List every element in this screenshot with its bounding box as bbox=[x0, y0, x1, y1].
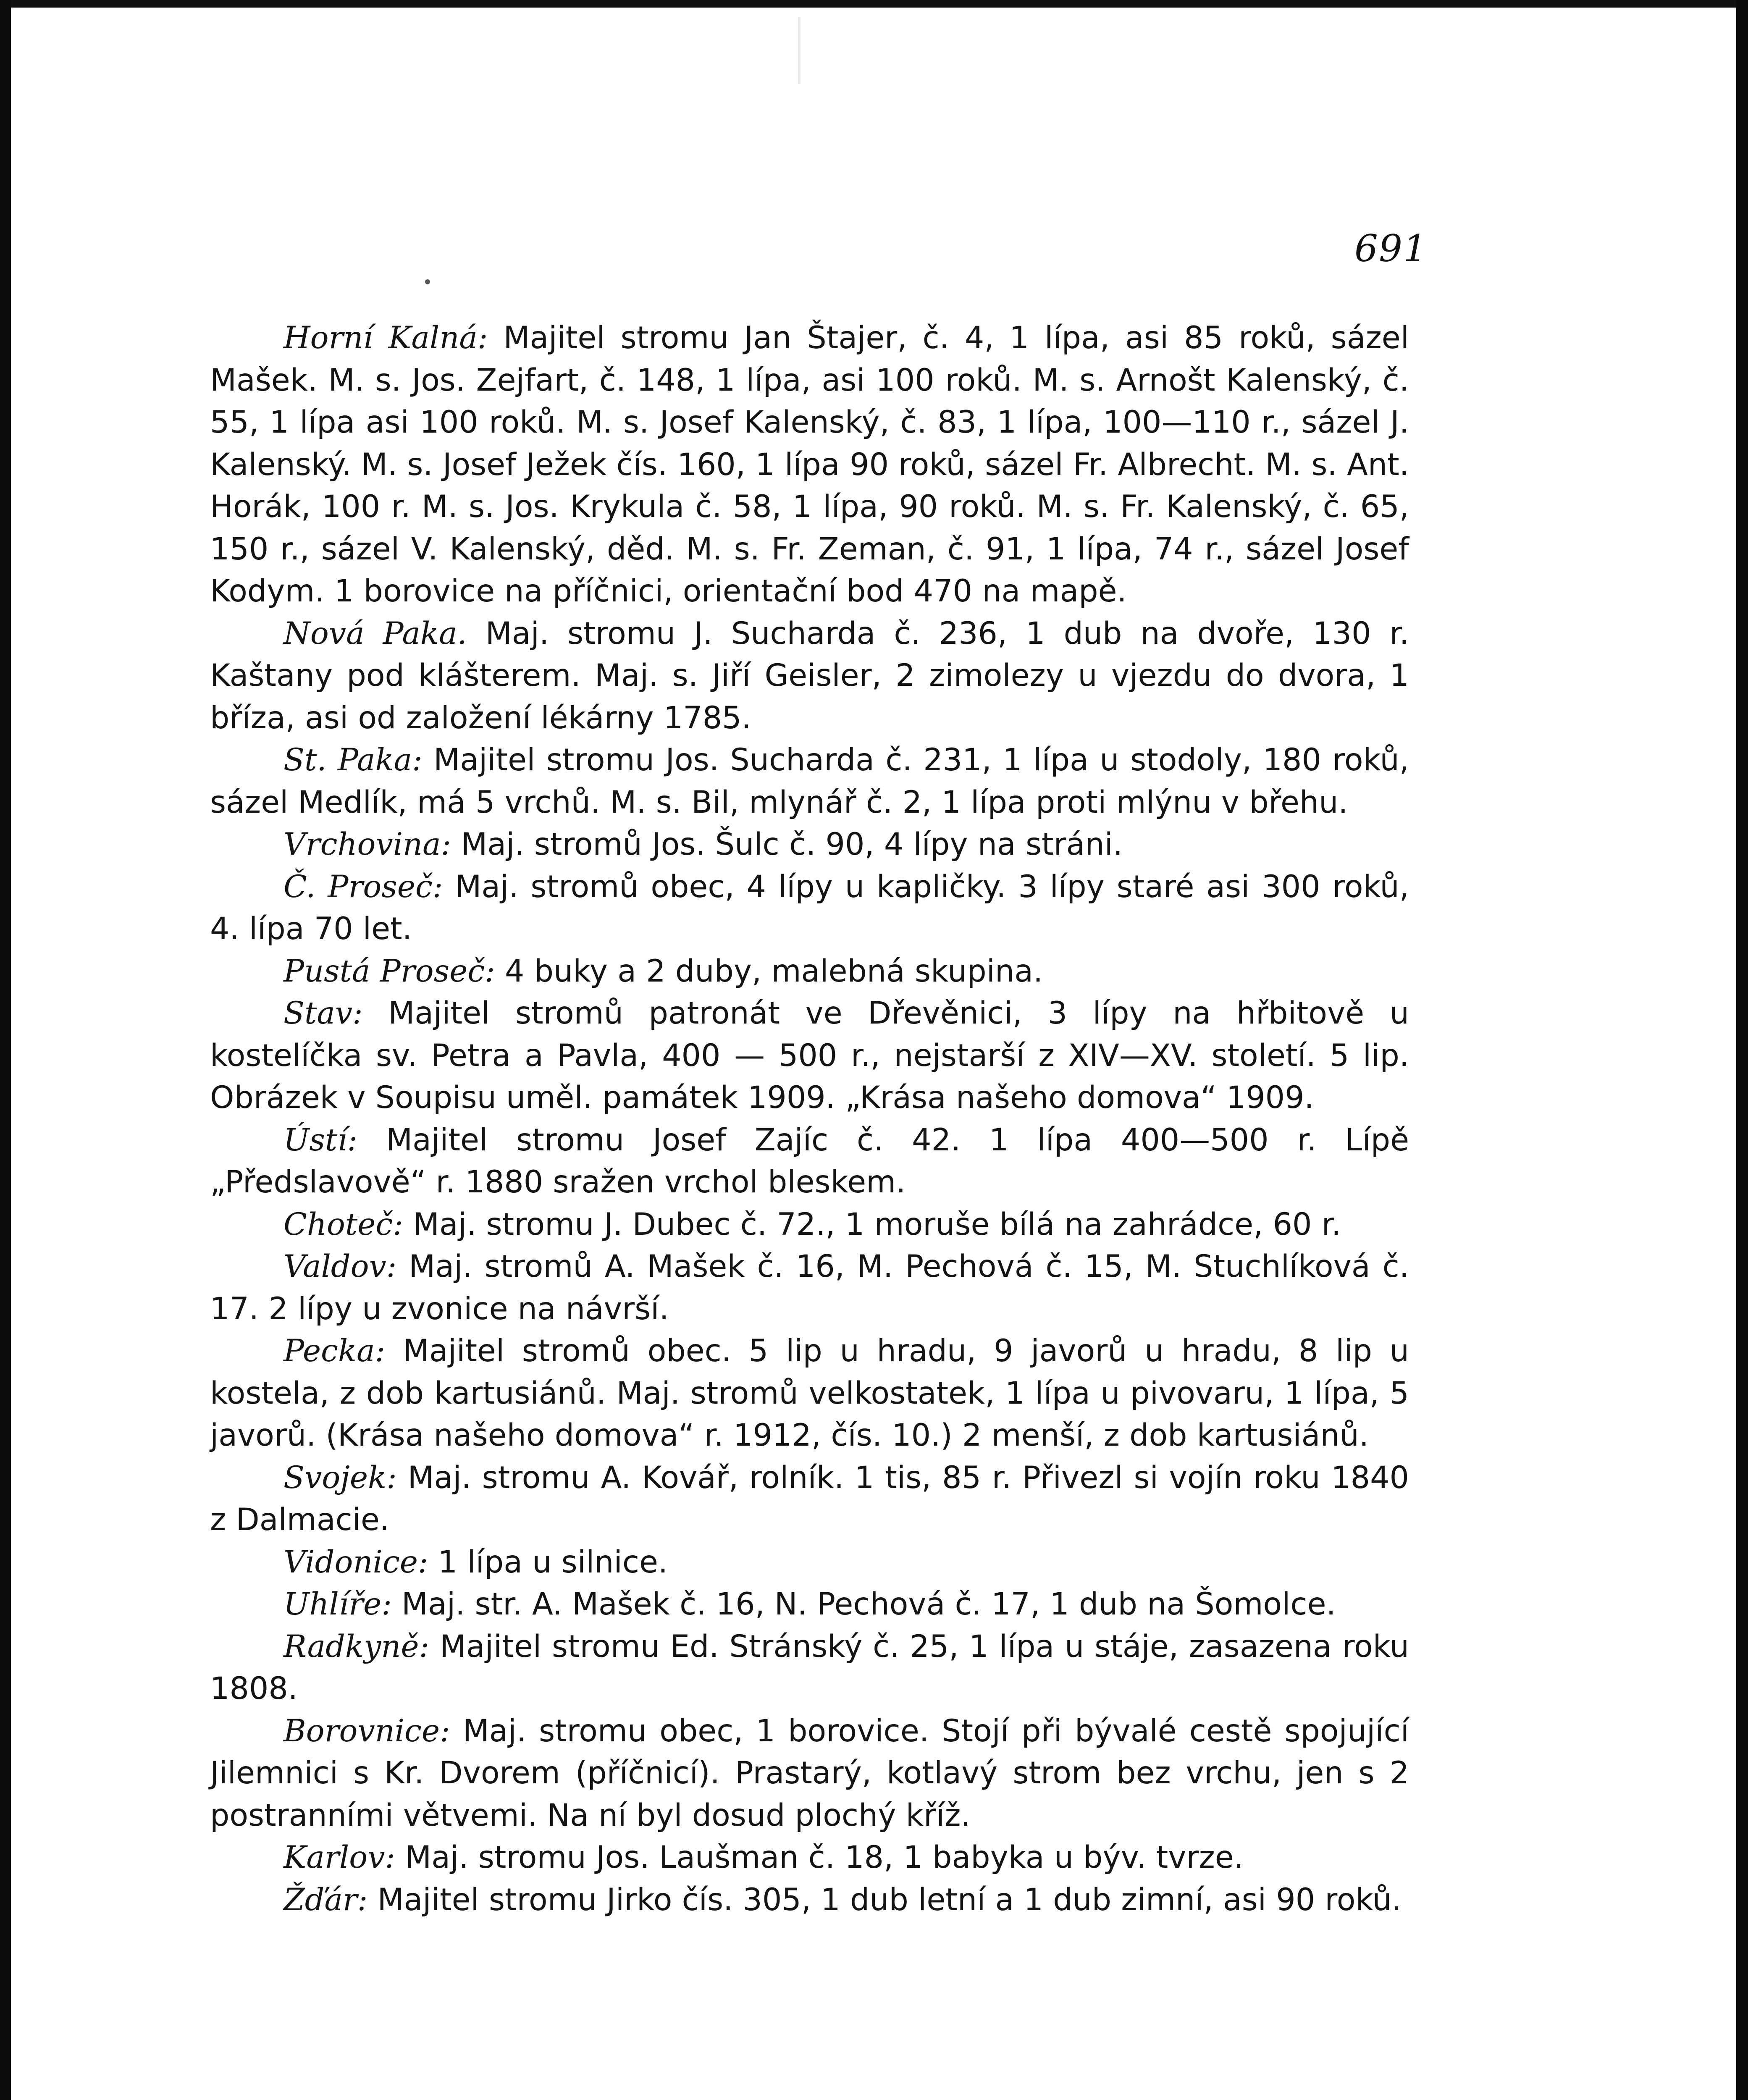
entry-chotec bbox=[210, 1204, 1409, 1246]
entry-c-prosec bbox=[210, 866, 1409, 950]
place-name: Svojek: bbox=[283, 1460, 397, 1496]
paper-crease bbox=[798, 17, 801, 84]
page-body bbox=[210, 317, 1409, 1921]
entry-uhlire bbox=[210, 1583, 1409, 1626]
place-name: Nová Paka. bbox=[283, 615, 467, 651]
place-name: Choteč: bbox=[283, 1206, 403, 1242]
entry-vidonice bbox=[210, 1541, 1409, 1584]
place-name: Č. Proseč: bbox=[283, 869, 443, 905]
entry-text: Majitel stromu Ed. Stránský č. 25, 1 lípa u stáje, zasazena roku 1808. bbox=[210, 1628, 1409, 1706]
place-name: Karlov: bbox=[283, 1840, 396, 1875]
entry-text: Maj. stromu obec, 1 borovice. Stojí při bývalé cestě spojující Jilemnici s Kr. Dvorem (příčnicí). Prastarý, kotlavý strom bez vrchu, jen s 2 postranními větvemi. Na ní byl dosud plochý kříž. bbox=[210, 1713, 1409, 1833]
entry-st-paka bbox=[210, 739, 1409, 824]
entry-text: Majitel stromu Jirko čís. 305, 1 dub letní a 1 dub zimní, asi 90 roků. bbox=[367, 1882, 1402, 1918]
scan-border-top bbox=[0, 0, 1748, 8]
entry-text: Majitel stromu Jos. Sucharda č. 231, 1 lípa u stodoly, 180 roků, sázel Medlík, má 5 vrchů. M. s. Bil, mlynář č. 2, 1 lípa proti mlýnu v břehu. bbox=[210, 742, 1409, 820]
entry-stav bbox=[210, 992, 1409, 1119]
place-name: Borovnice: bbox=[283, 1713, 450, 1749]
scan-border-left bbox=[0, 0, 11, 2100]
entry-borovnice bbox=[210, 1710, 1409, 1837]
entry-vrchovina bbox=[210, 824, 1409, 866]
entry-text: Majitel stromu Josef Zajíc č. 42. 1 lípa 400—500 r. Lípě „Předslavově“ r. 1880 sražen vrchol bleskem. bbox=[210, 1122, 1409, 1200]
entry-text: Majitel stromů obec. 5 lip u hradu, 9 javorů u hradu, 8 lip u kostela, z dob kartusiánů. Maj. stromů velkostatek, 1 lípa u pivovaru, 1 lípa, 5 javorů. (Krása našeho domova“ r. 1912, čís. 10.) 2 menší, z dob kartusiánů. bbox=[210, 1333, 1409, 1453]
entry-horni-kalna bbox=[210, 317, 1409, 613]
place-name: Vidonice: bbox=[283, 1544, 428, 1580]
entry-pecka bbox=[210, 1330, 1409, 1457]
place-name: Ústí: bbox=[283, 1122, 358, 1158]
entry-text: 1 lípa u silnice. bbox=[428, 1544, 668, 1580]
entry-karlov bbox=[210, 1837, 1409, 1879]
entry-text: Majitel stromu Jan Štajer, č. 4, 1 lípa, asi 85 roků, sázel Mašek. M. s. Jos. Zejfart, č. 148, 1 lípa, asi 100 roků. M. s. Arnošt Kalenský, č. 55, 1 lípa asi 100 roků. M. s. Josef Kalenský, č. 83, 1 lípa, 100—110 r., sázel J. Kalenský. M. s. Josef Ježek čís. 160, 1 lípa 90 roků, sázel Fr. Albrecht. M. s. Ant. Horák, 100 r. M. s. Jos. Krykula č. 58, 1 lípa, 90 roků. M. s. Fr. Kalenský, č. 65, 150 r., sázel V. Kalenský, děd. M. s. Fr. Zeman, č. 91, 1 lípa, 74 r., sázel Josef Kodym. 1 borovice na příčnici, orientační bod 470 na mapě. bbox=[210, 320, 1409, 609]
page-number: 691 bbox=[1354, 227, 1428, 270]
place-name: Pustá Proseč: bbox=[283, 953, 495, 989]
place-name: Pecka: bbox=[283, 1333, 386, 1369]
place-name: Žďár: bbox=[283, 1882, 368, 1918]
entry-text: Maj. stromu Jos. Laušman č. 18, 1 babyka u býv. tvrze. bbox=[395, 1840, 1244, 1875]
entry-text: Majitel stromů patronát ve Dřevěnici, 3 lípy na hřbitově u kostelíčka sv. Petra a Pavla, 400 — 500 r., nejstarší z XIV—XV. století. 5 lip. Obrázek v Soupisu uměl. památek 1909. „Krása našeho domova“ 1909. bbox=[210, 995, 1409, 1116]
place-name: Radkyně: bbox=[283, 1628, 430, 1664]
entry-text: Maj. stromů Jos. Šulc č. 90, 4 lípy na stráni. bbox=[451, 827, 1123, 862]
entry-usti bbox=[210, 1119, 1409, 1204]
entry-text: Maj. stromu J. Dubec č. 72., 1 moruše bílá na zahrádce, 60 r. bbox=[403, 1206, 1341, 1242]
place-name: Vrchovina: bbox=[283, 827, 451, 862]
place-name: St. Paka: bbox=[283, 742, 423, 778]
place-name: Stav: bbox=[283, 995, 363, 1031]
entry-radkyne bbox=[210, 1626, 1409, 1710]
entry-text: Maj. stromů A. Mašek č. 16, M. Pechová č. 15, M. Stuchlíková č. 17. 2 lípy u zvonice na návrší. bbox=[210, 1249, 1409, 1327]
scan-border-right bbox=[1736, 0, 1748, 2100]
entry-nova-paka bbox=[210, 613, 1409, 740]
entry-text: Maj. stromů obec, 4 lípy u kapličky. 3 lípy staré asi 300 roků, 4. lípa 70 let. bbox=[210, 869, 1409, 947]
entry-pusta-prosec bbox=[210, 950, 1409, 993]
print-speck bbox=[425, 279, 430, 284]
place-name: Uhlíře: bbox=[283, 1586, 392, 1622]
entry-text: 4 buky a 2 duby, malebná skupina. bbox=[495, 953, 1043, 989]
entry-text: Maj. str. A. Mašek č. 16, N. Pechová č. 17, 1 dub na Šomolce. bbox=[391, 1586, 1336, 1622]
place-name: Valdov: bbox=[283, 1249, 397, 1284]
entry-svojek bbox=[210, 1457, 1409, 1541]
entry-valdov bbox=[210, 1246, 1409, 1330]
place-name: Horní Kalná: bbox=[283, 320, 488, 356]
entry-text: Maj. stromu J. Sucharda č. 236, 1 dub na dvoře, 130 r. Kaštany pod klášterem. Maj. s. Jiří Geisler, 2 zimolezy u vjezdu do dvora, 1 bříza, asi od založení lékárny 1785. bbox=[210, 615, 1409, 736]
entry-text: Maj. stromu A. Kovář, rolník. 1 tis, 85 r. Přivezl si vojín roku 1840 z Dalmacie. bbox=[210, 1460, 1409, 1538]
entry-zdar bbox=[210, 1879, 1409, 1922]
